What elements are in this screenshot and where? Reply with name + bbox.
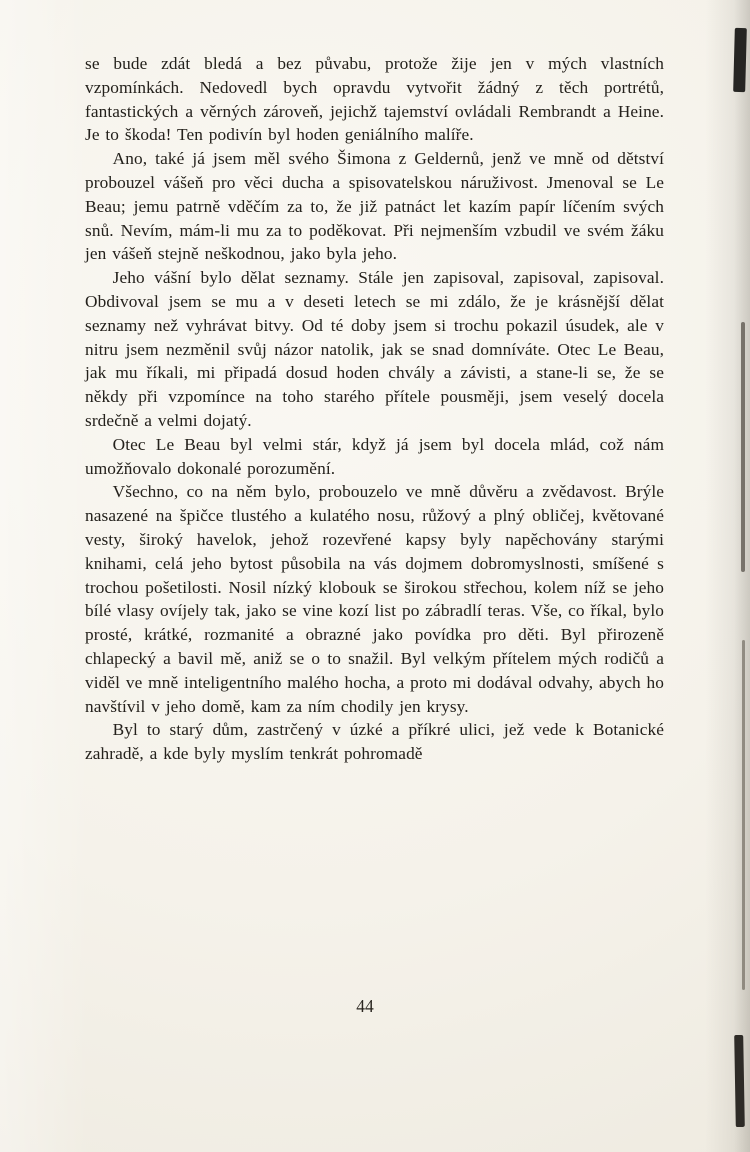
- scan-artifact-bottom: [734, 1035, 745, 1127]
- body-text: [85, 52, 664, 766]
- page-edge-shadow: [734, 0, 750, 1152]
- paragraph: Byl to starý dům, zastrčený v úzké a příkré ulici, jež vede k Botanické zahradě, a kde byly myslím tenkrát pohromadě: [85, 720, 664, 764]
- paragraph: Otec Le Beau byl velmi stár, když já jsem byl docela mlád, což nám umožňovalo dokonalé porozumění.: [85, 434, 664, 478]
- paragraph: Všechno, co na něm bylo, probouzelo ve mně důvěru a zvědavost. Brýle nasazené na špičce tlustého a kulatého nosu, růžový a plný obličej, květované vesty, široký havelok, jehož rozevřené kapsy byly napěchovány starými knihami, celá jeho bytost působila na vás dojmem dobromyslnosti, smíšené s trochou pošetilosti. Nosil nízký klobouk se širokou střechou, kolem níž se jeho bílé vlasy ovíjely tak, jako se vine kozí list po zábradlí teras. Vše, co říkal, bylo prosté, krátké, rozmanité a obrazné jako povídka pro děti. Byl přirozeně chlapecký a bavil mě, aniž se o to snažil. Byl velkým přítelem mých rodičů a viděl ve mně inteligentního malého hocha, a proto mi dodával odvahy, abych ho navštívil v jeho domě, kam za ním chodily jen krysy.: [85, 482, 664, 716]
- scan-artifact-edge-line: [742, 640, 745, 990]
- page-number: 44: [356, 996, 374, 1016]
- paragraph: Ano, také já jsem měl svého Šimona z Geldernů, jenž ve mně od dětství probouzel vášeň pro věci ducha a spisovatelskou náruživost. Jmenoval se Le Beau; jemu patrně vděčím za to, že již patnáct let kazím papír líčením svých snů. Nevím, mám-li mu za to poděkovat. Při nejmenším vzbudil ve svém žáku jen vášeň stejně neškodnou, jako byla jeho.: [85, 149, 664, 264]
- scan-artifact-edge-line: [741, 322, 745, 572]
- paragraph: Jeho vášní bylo dělat seznamy. Stále jen zapisoval, zapisoval, zapisoval. Obdivoval jsem se mu a v deseti letech se mi zdálo, že je krásnější dělat seznamy než vyhrávat bitvy. Od té doby jsem si trochu pokazil úsudek, ale v nitru jsem nezměnil svůj názor natolik, jak se snad domníváte. Otec Le Beau, jak mu říkali, mi připadá dosud hoden chvály a závisti, a stane-li se, že se někdy při vzpomínce na toho starého přítele pousměji, jsem veselý docela srdečně a velmi dojatý.: [85, 268, 664, 430]
- scan-artifact-top: [733, 28, 747, 92]
- paragraph: se bude zdát bledá a bez půvabu, protože žije jen v mých vlastních vzpomínkách. Nedovedl bych opravdu vytvořit žádný z těch portrétů, fantastických a věrných zároveň, jejichž tajemství ovládali Rembrandt a Heine. Je to škoda! Ten podivín byl hoden geniálního malíře.: [85, 54, 664, 145]
